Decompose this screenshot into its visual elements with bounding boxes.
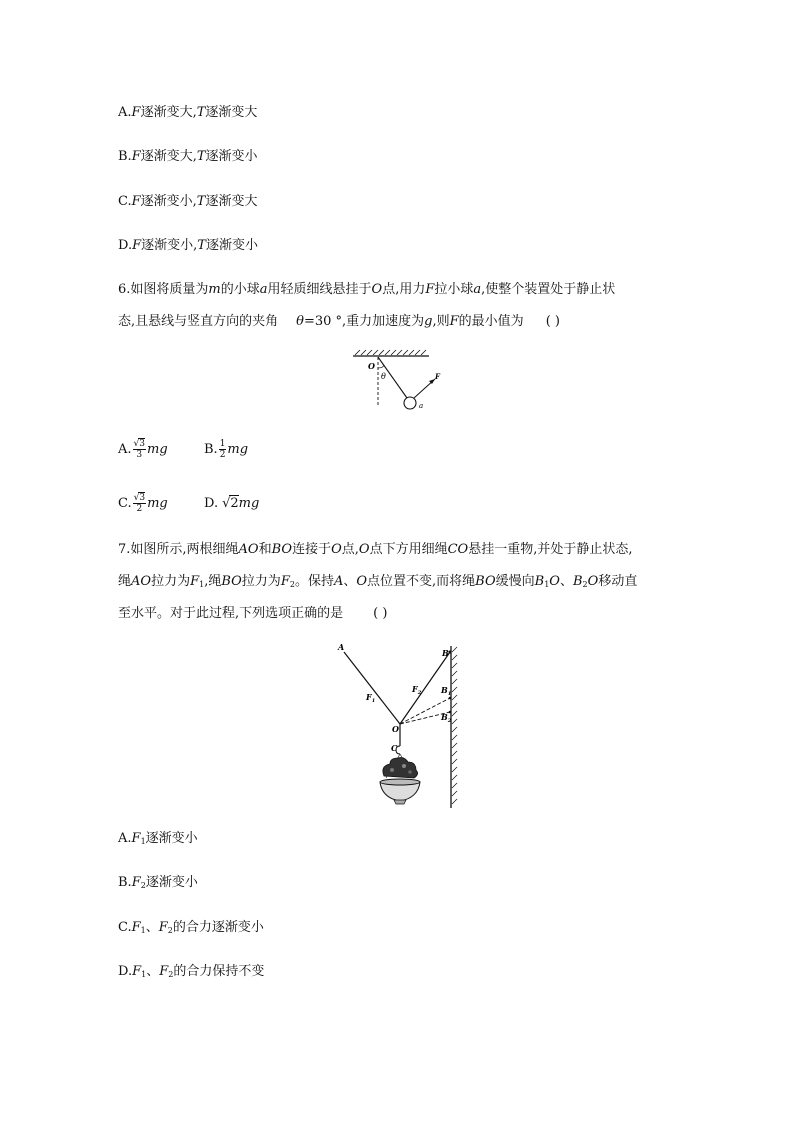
label-C: C [391, 743, 398, 753]
q7-stem-line3: 至水平。对于此过程,下列选项正确的是 ( ) [118, 606, 388, 621]
label-O: O [392, 724, 399, 734]
q7-option-b: $B.F_2$逐渐变小 [118, 875, 198, 890]
label-F2: $F_2$ [412, 684, 422, 696]
rope-AO [344, 652, 400, 724]
label-A: A [338, 642, 345, 652]
q6-choice-c: C. $\frac{√3}{2}$ mg [118, 493, 168, 514]
point-B [449, 651, 452, 654]
q7-option-a: $A.F_1$逐渐变小 [118, 831, 198, 846]
label-theta: θ [381, 372, 386, 381]
point-B2 [449, 711, 452, 714]
ball [404, 397, 416, 409]
q5-option-b: B.F逐渐变大,T逐渐变小 [118, 149, 258, 164]
q7-option-d: $D.F_1$、$F_2$的合力保持不变 [118, 964, 265, 979]
q7-hanging-basket-figure [334, 638, 464, 810]
q6-choice-b: B. $\frac{1}{2}$ mg [204, 438, 249, 460]
wall [451, 646, 457, 808]
q5-option-c: C.F逐渐变小,T逐渐变大 [118, 194, 258, 209]
fraction: $\frac{√3}{2}$ [133, 493, 146, 514]
q7-stem-line1: 7.如图所示,两根细绳AO和BO连接于O点,O点下方用细绳CO悬挂一重物,并处于静止状态, [118, 542, 633, 557]
plant-basket [380, 754, 420, 804]
point-B1 [449, 697, 452, 700]
q5-option-a: A.F逐渐变大,T逐渐变大 [118, 105, 258, 120]
label-B2: $B_2$ [441, 712, 452, 724]
q5-option-d: D.F逐渐变小,T逐渐变小 [118, 238, 258, 253]
q6-stem-line1: 6.如图将质量为m的小球a用轻质细线悬挂于O点,用力F拉小球a,使整个装置处于静止状 [118, 282, 616, 297]
angle-arc [378, 365, 384, 368]
label-B: B [442, 648, 449, 658]
q7-option-c: $C.F_1$、$F_2$的合力逐渐变小 [118, 920, 264, 935]
q6-choice-a: A. $\frac{√3}{3}$ mg [118, 439, 168, 460]
fraction: $\frac{√3}{3}$ [133, 439, 146, 460]
q6-choice-d: D. √2 mg [204, 495, 260, 511]
q7-stem-line2: 绳AO拉力为$F_1$,绳BO拉力为$F_2$。保持A、O点位置不变,而将绳BO缓慢向$B_1O$、$B_2O$移动直 [118, 574, 638, 589]
label-O: O [368, 361, 375, 371]
label-B1: $B_1$ [441, 685, 452, 697]
fraction: $\frac{1}{2}$ [219, 438, 226, 460]
ceiling-hatch [353, 350, 429, 356]
q6-pendulum-figure [345, 348, 455, 414]
label-F1: $F_1$ [366, 692, 376, 704]
q6-stem-line2: 态,且悬线与竖直方向的夹角 θ=30 °,重力加速度为g,则F的最小值为 ( ) [118, 314, 560, 329]
label-a: a [419, 402, 424, 410]
label-F: F [435, 372, 440, 381]
